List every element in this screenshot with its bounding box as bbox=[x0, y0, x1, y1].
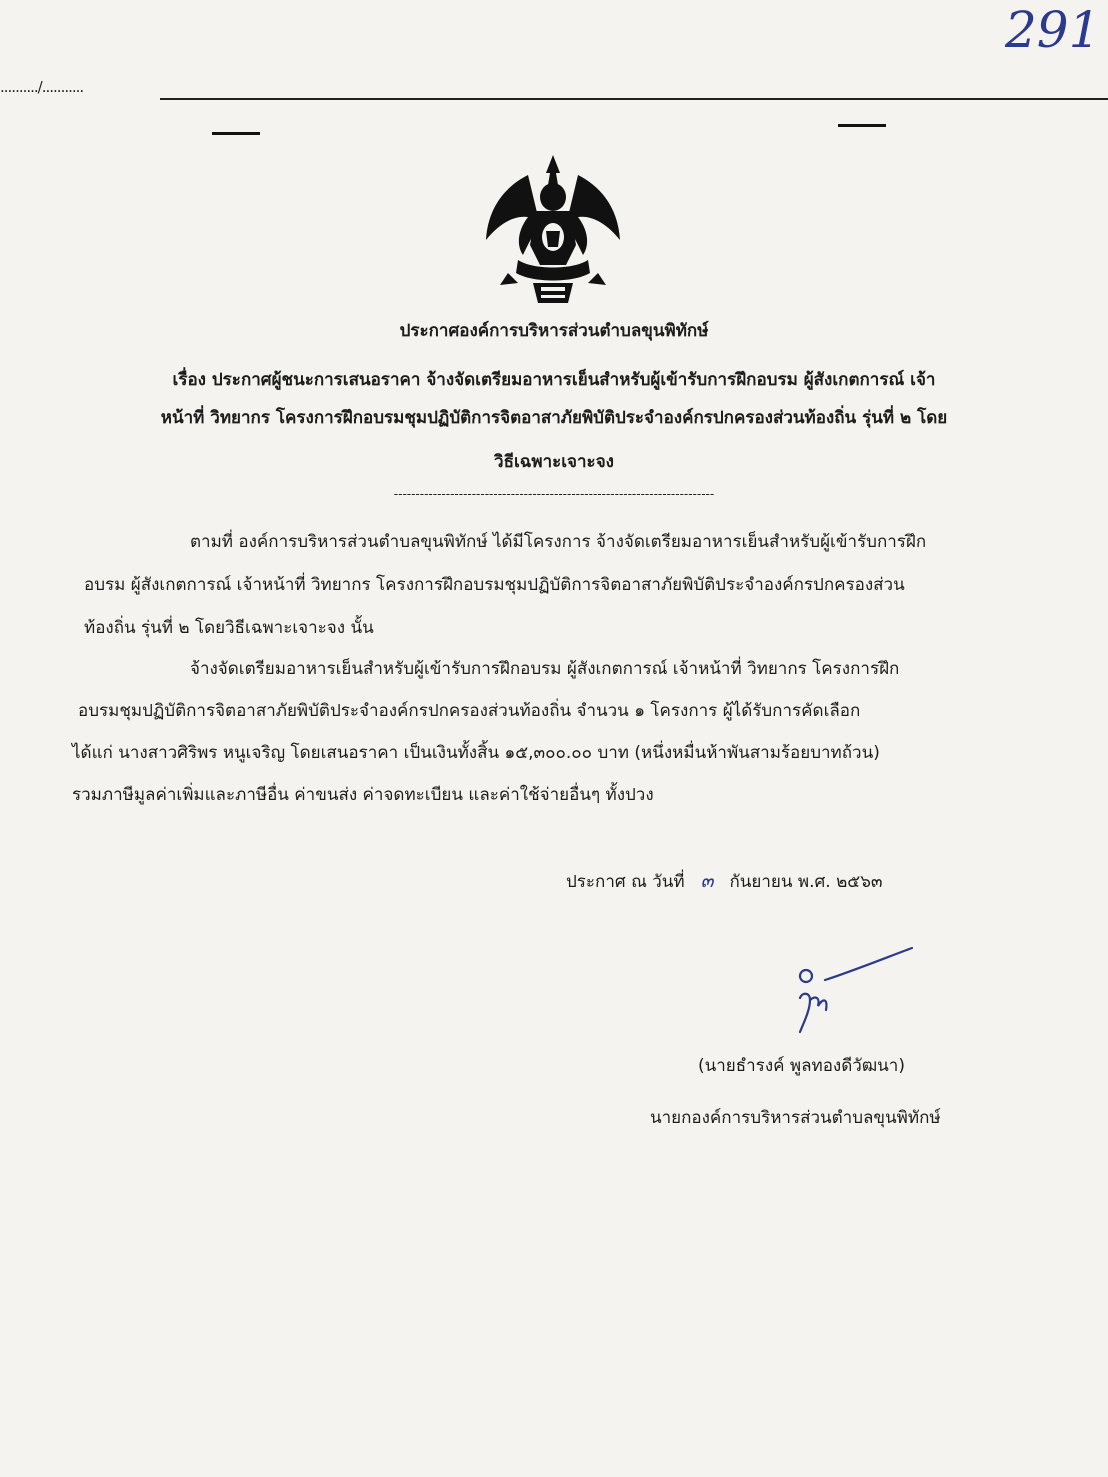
scan-mark-left bbox=[212, 132, 260, 135]
announce-day: ๓ bbox=[700, 870, 714, 892]
subject-line-2: หน้าที่ วิทยากร โครงการฝึกอบรมชุมปฏิบัติการจิตอาสาภัยพิบัติประจำองค์กรปกครองส่วนท้องถิ่น รุ่นที่ ๒ โดย bbox=[160, 408, 948, 428]
paragraph-1-line-1: ตามที่ องค์การบริหารส่วนตำบลขุนพิทักษ์ ได้มีโครงการ จ้างจัดเตรียมอาหารเย็นสำหรับผู้เข้ารับการฝึก bbox=[190, 532, 927, 552]
paragraph-2-line-4: รวมภาษีมูลค่าเพิ่มและภาษีอื่น ค่าขนส่ง ค่าจดทะเบียน และค่าใช้จ่ายอื่นๆ ทั้งปวง bbox=[72, 785, 654, 805]
paragraph-1-line-2: อบรม ผู้สังเกตการณ์ เจ้าหน้าที่ วิทยากร โครงการฝึกอบรมชุมปฏิบัติการจิตอาสาภัยพิบัติประจำองค์กรปกครองส่วน bbox=[84, 575, 905, 595]
signer-title: นายกองค์การบริหารส่วนตำบลขุนพิทักษ์ bbox=[650, 1108, 941, 1128]
paragraph-2-line-2: อบรมชุมปฏิบัติการจิตอาสาภัยพิบัติประจำองค์กรปกครองส่วนท้องถิ่น จำนวน ๑ โครงการ ผู้ได้รับการคัดเลือก bbox=[78, 701, 861, 721]
announcement-title: ประกาศองค์การบริหารส่วนตำบลขุนพิทักษ์ bbox=[399, 321, 709, 341]
handwritten-signature bbox=[790, 940, 920, 1040]
separator-line: -------------------------------------------------------------------------- bbox=[393, 487, 715, 501]
scan-mark-right bbox=[838, 124, 886, 127]
subject-line-3: วิธีเฉพาะเจาะจง bbox=[494, 452, 614, 472]
top-dotted-mark: ........../........... bbox=[0, 78, 84, 96]
top-rule bbox=[160, 98, 1108, 100]
announce-month-year: กันยายน พ.ศ. ๒๕๖๓ bbox=[729, 872, 883, 892]
paragraph-2-line-1: จ้างจัดเตรียมอาหารเย็นสำหรับผู้เข้ารับการฝึกอบรม ผู้สังเกตการณ์ เจ้าหน้าที่ วิทยากร โครงการฝึก bbox=[190, 659, 900, 679]
paragraph-2-line-3: ได้แก่ นางสาวศิริพร หนูเจริญ โดยเสนอราคา เป็นเงินทั้งสิ้น ๑๕,๓๐๐.๐๐ บาท (หนึ่งหมื่นห้าพันสามร้อยบาทถ้วน) bbox=[72, 743, 880, 763]
page-number: 291 bbox=[1005, 1, 1101, 59]
garuda-emblem bbox=[478, 145, 628, 310]
announce-date bbox=[566, 866, 883, 896]
paragraph-1-line-3: ท้องถิ่น รุ่นที่ ๒ โดยวิธีเฉพาะเจาะจง นั้น bbox=[84, 618, 374, 638]
announce-prefix: ประกาศ ณ วันที่ bbox=[566, 872, 685, 892]
signer-name: (นายธำรงค์ พูลทองดีวัฒนา) bbox=[698, 1056, 905, 1076]
subject-line-1: เรื่อง ประกาศผู้ชนะการเสนอราคา จ้างจัดเตรียมอาหารเย็นสำหรับผู้เข้ารับการฝึกอบรม ผู้สังเกตการณ์ เจ้า bbox=[172, 370, 936, 390]
